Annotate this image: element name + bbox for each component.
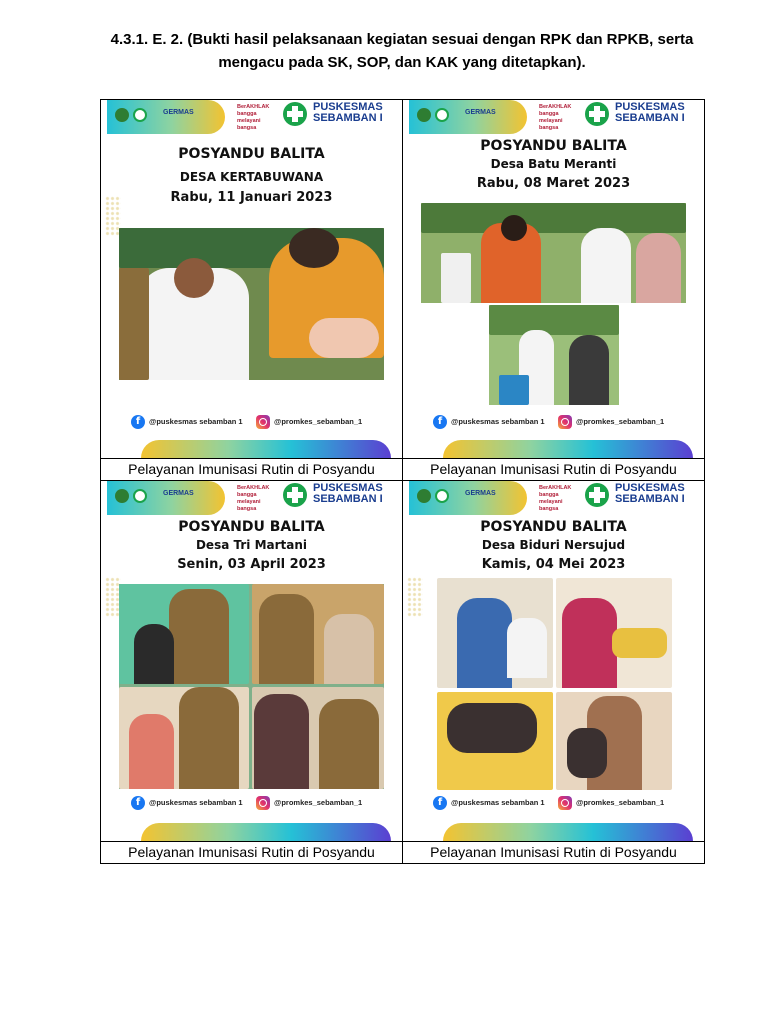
health-cross-icon <box>133 108 147 122</box>
puskesmas-cross-icon <box>585 102 609 126</box>
poster-footer-wave <box>141 823 391 841</box>
poster-footer-wave <box>141 440 391 458</box>
berakhlak-logo: BerAKHLAK bangga melayani bangsa <box>539 485 572 512</box>
facebook-icon: f <box>131 415 145 429</box>
instagram-icon <box>256 415 270 429</box>
health-cross-icon <box>133 489 147 503</box>
poster-village: DESA KERTABUWANA <box>179 170 324 184</box>
caption-cell-4: Pelayanan Imunisasi Rutin di Posyandu <box>403 842 705 864</box>
puskesmas-cross-icon <box>585 483 609 507</box>
photo-cell-3 <box>101 481 403 842</box>
regency-logo-icon <box>115 489 129 503</box>
poster-village: Desa Tri Martani <box>195 538 308 552</box>
poster-4 <box>403 481 704 841</box>
facebook-handle: @puskesmas sebamban 1 <box>451 417 545 426</box>
poster-title: POSYANDU BALITA <box>178 146 325 162</box>
poster-date: Senin, 03 April 2023 <box>177 557 326 572</box>
facebook-handle: @puskesmas sebamban 1 <box>451 798 545 807</box>
instagram-icon <box>558 415 572 429</box>
photo-cell-2 <box>403 100 705 459</box>
puskesmas-name: PUSKESMAS SEBAMBAN I <box>313 101 383 124</box>
instagram-handle: @promkes_sebamban_1 <box>576 798 665 807</box>
instagram-handle: @promkes_sebamban_1 <box>274 417 363 426</box>
facebook-icon: f <box>131 796 145 810</box>
puskesmas-name: PUSKESMAS SEBAMBAN I <box>615 101 685 124</box>
heading-line-2: mengacu pada SK, SOP, dan KAK yang ditetapkan). <box>218 54 586 71</box>
poster-date: Rabu, 11 Januari 2023 <box>170 190 333 205</box>
activity-photo-collage <box>437 578 672 790</box>
poster-3 <box>101 481 402 841</box>
social-media-footer <box>101 796 402 812</box>
activity-photo-top <box>421 203 686 303</box>
regency-logo-icon <box>417 489 431 503</box>
section-heading <box>60 28 744 74</box>
puskesmas-cross-icon <box>283 483 307 507</box>
poster-2 <box>403 100 704 458</box>
germas-logo: GERMAS <box>465 490 496 497</box>
caption-cell-3: Pelayanan Imunisasi Rutin di Posyandu <box>101 842 403 864</box>
facebook-handle: @puskesmas sebamban 1 <box>149 417 243 426</box>
berakhlak-logo: BerAKHLAK bangga melayani bangsa <box>237 104 270 131</box>
poster-date: Rabu, 08 Maret 2023 <box>476 176 631 191</box>
berakhlak-logo: BerAKHLAK bangga melayani bangsa <box>237 485 270 512</box>
instagram-icon <box>558 796 572 810</box>
instagram-handle: @promkes_sebamban_1 <box>274 798 363 807</box>
germas-logo: GERMAS <box>465 109 496 116</box>
poster-date: Kamis, 04 Mei 2023 <box>481 557 626 572</box>
social-media-footer <box>403 796 704 812</box>
puskesmas-cross-icon <box>283 102 307 126</box>
documentation-table <box>100 99 705 864</box>
poster-title: POSYANDU BALITA <box>480 519 627 535</box>
poster-footer-wave <box>443 823 693 841</box>
germas-logo: GERMAS <box>163 109 194 116</box>
facebook-icon: f <box>433 415 447 429</box>
heading-line-1: 4.3.1. E. 2. (Bukti hasil pelaksanaan kegiatan sesuai dengan RPK dan RPKB, serta <box>110 31 694 48</box>
activity-photo <box>119 228 384 380</box>
instagram-handle: @promkes_sebamban_1 <box>576 417 665 426</box>
facebook-handle: @puskesmas sebamban 1 <box>149 798 243 807</box>
poster-title: POSYANDU BALITA <box>480 138 627 154</box>
poster-footer-wave <box>443 440 693 458</box>
activity-photo-bottom <box>489 305 619 405</box>
health-cross-icon <box>435 489 449 503</box>
facebook-icon: f <box>433 796 447 810</box>
decorative-sparkle <box>407 577 423 617</box>
poster-title: POSYANDU BALITA <box>178 519 325 535</box>
regency-logo-icon <box>417 108 431 122</box>
caption-cell-1: Pelayanan Imunisasi Rutin di Posyandu <box>101 459 403 481</box>
germas-logo: GERMAS <box>163 490 194 497</box>
berakhlak-logo: BerAKHLAK bangga melayani bangsa <box>539 104 572 131</box>
poster-1 <box>101 100 402 458</box>
caption-cell-2: Pelayanan Imunisasi Rutin di Posyandu <box>403 459 705 481</box>
photo-cell-1 <box>101 100 403 459</box>
health-cross-icon <box>435 108 449 122</box>
poster-village: Desa Biduri Nersujud <box>481 538 626 552</box>
activity-photo-collage <box>119 584 384 789</box>
social-media-footer <box>403 415 704 431</box>
poster-village: Desa Batu Meranti <box>490 157 617 171</box>
puskesmas-name: PUSKESMAS SEBAMBAN I <box>615 482 685 505</box>
instagram-icon <box>256 796 270 810</box>
photo-cell-4 <box>403 481 705 842</box>
regency-logo-icon <box>115 108 129 122</box>
puskesmas-name: PUSKESMAS SEBAMBAN I <box>313 482 383 505</box>
social-media-footer <box>101 415 402 431</box>
